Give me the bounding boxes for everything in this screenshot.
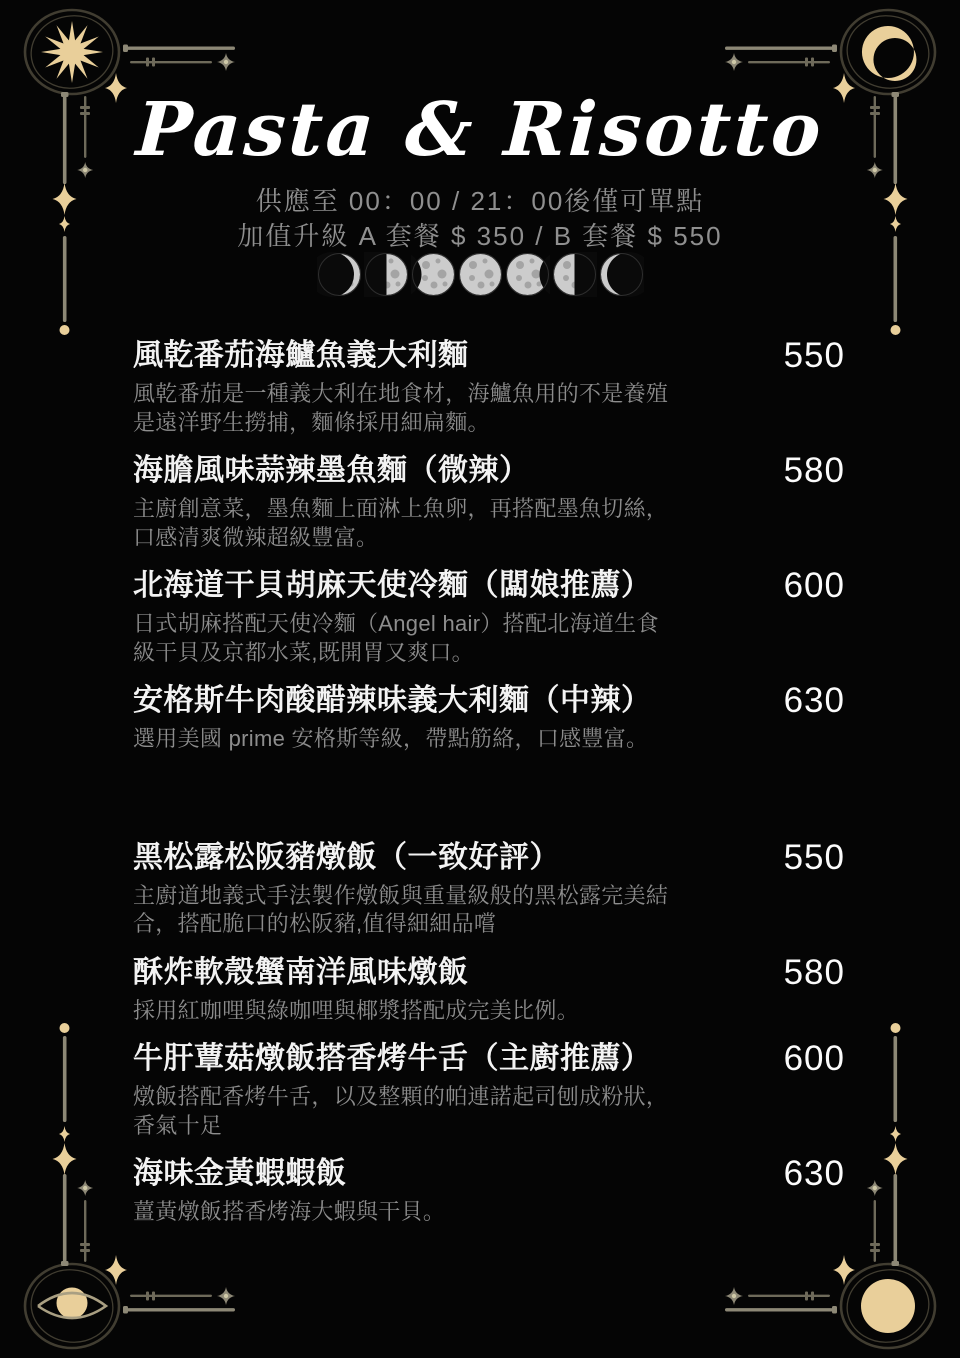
crescent-moon-icon bbox=[862, 26, 917, 81]
sun-icon bbox=[41, 21, 103, 83]
menu-item bbox=[133, 451, 845, 552]
moon-phases-row bbox=[0, 252, 960, 297]
menu-item-description: 日式胡麻搭配天使冷麵（Angel hair）搭配北海道生食級干貝及京都水菜,既開胃又爽口。 bbox=[133, 611, 659, 665]
menu-item bbox=[133, 1039, 845, 1140]
sparkle-icon bbox=[867, 1180, 883, 1196]
menu-item-price: 580 bbox=[783, 952, 845, 992]
menu-item bbox=[133, 336, 845, 437]
menu-item bbox=[133, 566, 845, 667]
sparkle-dot bbox=[224, 1294, 228, 1298]
menu-item-price: 600 bbox=[783, 1039, 845, 1078]
menu-section-risotto bbox=[133, 838, 845, 1227]
menu-item bbox=[133, 1154, 845, 1227]
page-title: Pasta & Risotto bbox=[134, 87, 826, 173]
sparkle-icon bbox=[833, 1255, 855, 1285]
menu-item-name: 酥炸軟殼蟹南洋風味燉飯 bbox=[133, 955, 469, 989]
menu-section-pasta bbox=[133, 336, 845, 754]
menu-item-price: 550 bbox=[783, 336, 845, 375]
menu-item-description: 選用美國 prime 安格斯等級，帶點筋絡，口感豐富。 bbox=[133, 726, 649, 751]
serving-hours-note: 供應至 00：00 / 21：00後僅可單點 bbox=[255, 186, 705, 216]
sparkle-icon bbox=[725, 1287, 743, 1305]
moon-icon-waning-gibbous bbox=[505, 252, 550, 297]
section-gap bbox=[133, 768, 845, 838]
sparkle-dot bbox=[732, 1294, 736, 1298]
sparkle-icon bbox=[59, 1126, 70, 1142]
menu-item-description: 薑黃燉飯搭香烤海大蝦與干貝。 bbox=[133, 1199, 446, 1224]
moon-icon-waning-crescent bbox=[599, 252, 644, 297]
menu-item bbox=[133, 838, 845, 939]
sparkle-dot bbox=[732, 60, 736, 64]
sparkle-icon bbox=[53, 1143, 77, 1175]
sparkle-icon bbox=[884, 1143, 908, 1175]
menu-item-price: 600 bbox=[783, 566, 845, 605]
menu-item-name: 黑松露松阪豬燉飯（一致好評） bbox=[133, 840, 560, 874]
sparkle-dot bbox=[873, 1186, 877, 1190]
menu-item-name: 海味金黃蝦蝦飯 bbox=[133, 1157, 347, 1190]
menu-item-price: 550 bbox=[783, 837, 845, 877]
menu-item bbox=[133, 681, 845, 754]
menu-item-name: 風乾番茄海鱸魚義大利麵 bbox=[133, 339, 469, 372]
combo-upgrade-note: 加值升級 A 套餐 $ 350 / B 套餐 $ 550 bbox=[237, 221, 723, 251]
sparkle-icon bbox=[217, 1287, 235, 1305]
menu-item-price: 580 bbox=[783, 451, 845, 490]
menu-item-description: 主廚創意菜，墨魚麵上面淋上魚卵，再搭配墨魚切絲，口感清爽微辣超級豐富。 bbox=[133, 496, 669, 550]
menu-item-name: 安格斯牛肉酸醋辣味義大利麵（中辣） bbox=[133, 684, 652, 717]
menu-items bbox=[133, 336, 845, 1241]
menu-item-description: 採用紅咖哩與綠咖哩與椰漿搭配成完美比例。 bbox=[133, 997, 580, 1023]
sparkle-icon bbox=[725, 53, 743, 71]
moon-icon-full bbox=[458, 252, 503, 297]
menu-item-name: 海膽風味蒜辣墨魚麵（微辣） bbox=[133, 454, 530, 487]
menu-header bbox=[0, 84, 960, 254]
sparkle-icon bbox=[217, 53, 235, 71]
eye-icon bbox=[38, 1288, 106, 1319]
menu-item-description: 主廚道地義式手法製作燉飯與重量級般的黑松露完美結合，搭配脆口的松阪豬,值得細細品嚐 bbox=[133, 882, 669, 936]
sparkle-dot bbox=[224, 60, 228, 64]
sparkle-icon bbox=[77, 1180, 93, 1196]
menu-item bbox=[133, 953, 845, 1026]
menu-item-price: 630 bbox=[783, 681, 845, 720]
menu-item-description: 風乾番茄是一種義大利在地食材，海鱸魚用的不是養殖是遠洋野生撈捕，麵條採用細扁麵。 bbox=[133, 381, 669, 435]
menu-item-name: 北海道干貝胡麻天使冷麵（闆娘推薦） bbox=[133, 569, 652, 602]
moon-icon-waxing-crescent bbox=[317, 252, 362, 297]
moon-icon-last-quarter bbox=[552, 252, 597, 297]
sparkle-icon bbox=[890, 1126, 901, 1142]
moon-icon-waxing-gibbous bbox=[411, 252, 456, 297]
menu-item-name: 牛肝蕈菇燉飯搭香烤牛舌（主廚推薦） bbox=[133, 1042, 652, 1075]
menu-item-price: 630 bbox=[783, 1154, 845, 1193]
full-moon-icon bbox=[861, 1279, 915, 1333]
moon-icon-first-quarter bbox=[364, 252, 409, 297]
menu-item-description: 燉飯搭配香烤牛舌，以及整顆的帕連諾起司刨成粉狀，香氣十足 bbox=[133, 1084, 669, 1138]
sparkle-icon bbox=[105, 1255, 127, 1285]
sparkle-dot bbox=[83, 1186, 87, 1190]
